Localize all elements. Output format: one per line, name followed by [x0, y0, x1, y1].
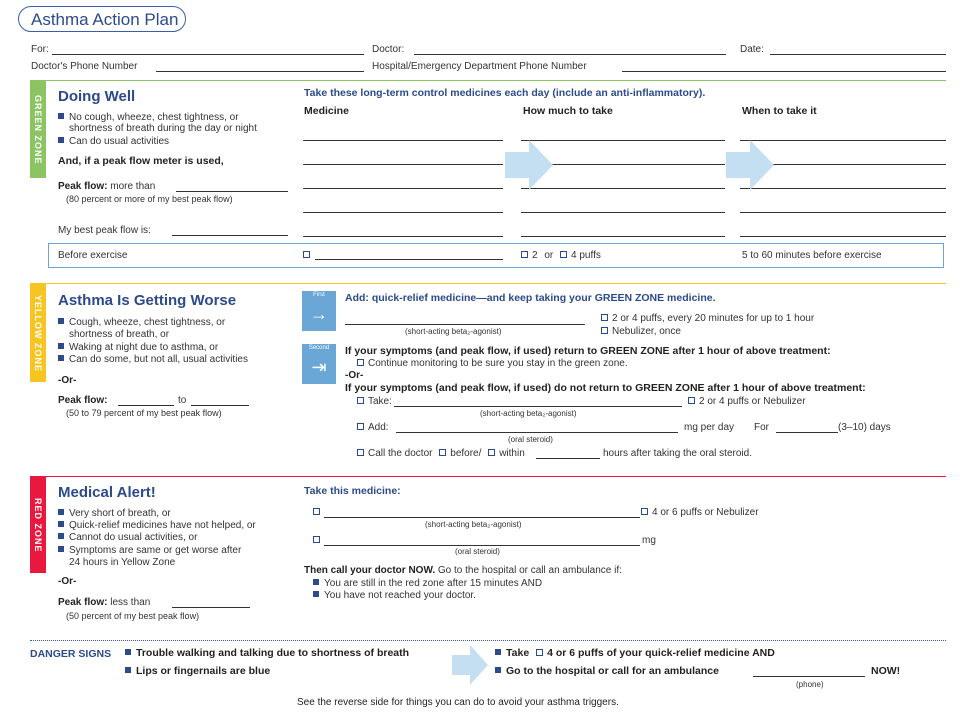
checkbox-continue[interactable]: [357, 359, 364, 366]
for-label: For:: [31, 44, 49, 55]
danger-action-2: Go to the hospital or call for an ambulance: [495, 665, 719, 677]
checkbox-4-puffs[interactable]: [641, 508, 648, 515]
yellow-short-acting-a: (short-acting beta₂-agonist): [405, 327, 502, 336]
yellow-heading: Asthma Is Getting Worse: [58, 292, 237, 309]
bullet-icon: [58, 521, 64, 527]
green-best-peak-label: My best peak flow is:: [58, 225, 151, 236]
yellow-add-heading: Add: quick-relief medicine—and keep taking your GREEN ZONE medicine.: [345, 292, 716, 304]
checkbox-add[interactable]: [357, 423, 364, 430]
hospital-phone-field[interactable]: [622, 71, 946, 72]
amount-line-5[interactable]: [521, 236, 725, 237]
second-step-badge: Second ⇥: [302, 344, 336, 384]
doctor-label: Doctor:: [372, 44, 405, 55]
yellow-take-field[interactable]: [394, 406, 682, 407]
yellow-bullet-3: Can do some, but not all, usual activities: [58, 354, 248, 365]
plan-title: Asthma Action Plan: [18, 6, 186, 32]
bullet-icon: [495, 667, 501, 673]
checkbox-within[interactable]: [488, 449, 495, 456]
bullet-icon: [125, 667, 131, 673]
red-med-checkbox[interactable]: [313, 507, 324, 518]
bullet-icon: [58, 509, 64, 515]
red-peak-row: Peak flow: less than: [58, 597, 151, 608]
red-bullet-1: Very short of breath, or: [58, 508, 171, 519]
green-best-peak-field[interactable]: [172, 235, 288, 236]
danger-now: NOW!: [871, 665, 901, 677]
yellow-for: For: [754, 422, 769, 433]
yellow-short-acting-b: (short-acting beta₂-agonist): [480, 409, 577, 418]
yellow-days: (3–10) days: [838, 422, 891, 433]
arrow-right-icon: →: [310, 304, 328, 324]
yellow-not-return-heading: If your symptoms (and peak flow, if used) do not return to GREEN ZONE after 1 hour of above treatment:: [345, 382, 866, 394]
date-field[interactable]: [770, 54, 946, 55]
when-line-4[interactable]: [740, 212, 946, 213]
green-zone-tab: GREEN ZONE: [30, 81, 46, 178]
red-steroid-field[interactable]: [324, 545, 640, 546]
bullet-icon: [58, 343, 64, 349]
red-take-this: Take this medicine:: [304, 485, 401, 497]
yellow-mg-per-day: mg per day: [684, 422, 735, 433]
bullet-icon: [58, 318, 64, 324]
red-short-acting: (short-acting beta₂-agonist): [425, 520, 522, 529]
yellow-continue: Continue monitoring to be sure you stay in the green zone.: [357, 358, 628, 369]
red-bullet-3: Cannot do usual activities, or: [58, 532, 197, 543]
medicine-line-1[interactable]: [303, 140, 503, 141]
checkbox-2-puffs[interactable]: [601, 314, 608, 321]
green-if-peak: And, if a peak flow meter is used,: [58, 155, 224, 167]
yellow-zone-tab: YELLOW ZONE: [30, 284, 46, 382]
medicine-line-5[interactable]: [303, 236, 503, 237]
green-peak-note: (80 percent or more of my best peak flow): [66, 194, 233, 204]
red-or: -Or-: [58, 576, 77, 587]
yellow-add-row: Add:: [357, 422, 389, 433]
green-zone-rule: [30, 80, 946, 81]
yellow-hours-field[interactable]: [536, 458, 600, 459]
danger-label: DANGER SIGNS: [30, 648, 112, 660]
yellow-call-row: Call the doctor before/ within: [357, 448, 525, 459]
before-exercise-when: 5 to 60 minutes before exercise: [742, 250, 882, 261]
yellow-zone-rule: [30, 283, 946, 284]
ambulance-phone-field[interactable]: [753, 676, 865, 677]
danger-arrow-icon: [452, 645, 488, 685]
bullet-icon: [313, 579, 319, 585]
red-oral-steroid: (oral steroid): [455, 547, 500, 556]
yellow-peak-note: (50 to 79 percent of my best peak flow): [66, 408, 222, 418]
red-bullet-4: Symptoms are same or get worse after: [58, 545, 241, 556]
arrow-to-bar-icon: ⇥: [311, 357, 327, 377]
yellow-peak-from-field[interactable]: [118, 405, 174, 406]
green-peak-row: Peak flow: more than: [58, 181, 156, 192]
checkbox-take[interactable]: [357, 397, 364, 404]
before-exercise-checkbox[interactable]: [303, 250, 314, 261]
red-zone-tab: RED ZONE: [30, 477, 46, 573]
danger-divider: [30, 640, 946, 641]
yellow-bullet-2: Waking at night due to asthma, or: [58, 342, 218, 353]
red-call-now: Then call your doctor NOW. Go to the hospital or call an ambulance if:: [304, 565, 622, 576]
danger-sign-2: Lips or fingernails are blue: [125, 665, 270, 677]
checkbox-4-puffs[interactable]: [536, 649, 543, 656]
checkbox-4-puffs[interactable]: [560, 251, 567, 258]
doctor-field[interactable]: [414, 54, 726, 55]
yellow-dose-row: 2 or 4 puffs, every 20 minutes for up to 1 hour: [601, 313, 814, 324]
red-dose: 4 or 6 puffs or Nebulizer: [641, 507, 759, 518]
red-heading: Medical Alert!: [58, 484, 156, 501]
danger-sign-1: Trouble walking and talking due to shortness of breath: [125, 647, 409, 659]
bullet-icon: [58, 546, 64, 552]
red-quick-relief-field[interactable]: [324, 517, 640, 518]
checkbox-2-puffs[interactable]: [521, 251, 528, 258]
bullet-icon: [58, 355, 64, 361]
col-medicine: Medicine: [304, 105, 349, 117]
red-cond-1: You are still in the red zone after 15 minutes AND: [313, 578, 542, 589]
green-bullet-1: No cough, wheeze, chest tightness, or: [58, 112, 239, 123]
before-exercise-label: Before exercise: [58, 250, 128, 261]
amount-line-4[interactable]: [521, 212, 725, 213]
bullet-icon: [58, 137, 64, 143]
first-step-badge: First →: [302, 291, 336, 331]
yellow-peak-to: to: [178, 395, 187, 406]
checkbox-call[interactable]: [357, 449, 364, 456]
bullet-icon: [58, 113, 64, 119]
doctor-phone-field[interactable]: [156, 71, 364, 72]
yellow-nebulizer-once: Nebulizer, once: [601, 326, 681, 337]
yellow-or-2: -Or-: [345, 370, 364, 381]
danger-phone-label: (phone): [796, 680, 824, 689]
yellow-peak-row: Peak flow:: [58, 395, 108, 406]
yellow-hours-after: hours after taking the oral steroid.: [603, 448, 752, 459]
checkbox-nebulizer[interactable]: [601, 327, 608, 334]
hospital-phone-label: Hospital/Emergency Department Phone Number: [372, 61, 587, 72]
col-when: When to take it: [742, 105, 817, 117]
red-peak-note: (50 percent of my best peak flow): [66, 611, 200, 621]
yellow-days-field[interactable]: [776, 432, 838, 433]
red-bullet-2: Quick-relief medicines have not helped, or: [58, 520, 256, 531]
yellow-oral-steroid: (oral steroid): [508, 435, 553, 444]
green-arrow-2-icon: [726, 140, 774, 190]
bullet-icon: [125, 649, 131, 655]
date-label: Date:: [740, 44, 764, 55]
for-field[interactable]: [52, 54, 364, 55]
red-steroid-checkbox[interactable]: [313, 535, 324, 546]
doctor-phone-label: Doctor's Phone Number: [31, 61, 138, 72]
checkbox-before[interactable]: [439, 449, 446, 456]
yellow-return-heading: If your symptoms (and peak flow, if used) return to GREEN ZONE after 1 hour of above treatment:: [345, 345, 831, 357]
footer-note: See the reverse side for things you can do to avoid your asthma triggers.: [297, 697, 619, 708]
medicine-line-3[interactable]: [303, 188, 503, 189]
medicine-line-2[interactable]: [303, 164, 503, 165]
checkbox-2-puffs[interactable]: [688, 397, 695, 404]
green-bullet-1-cont: shortness of breath during the day or night: [69, 123, 257, 134]
green-arrow-1-icon: [505, 140, 553, 190]
yellow-bullet-1-cont: shortness of breath, or: [69, 329, 170, 340]
bullet-icon: [58, 533, 64, 539]
yellow-take-dose: 2 or 4 puffs or Nebulizer: [688, 396, 806, 407]
red-peak-field[interactable]: [172, 607, 250, 608]
red-cond-2: You have not reached your doctor.: [313, 590, 476, 601]
green-heading: Doing Well: [58, 88, 136, 105]
green-peak-field[interactable]: [176, 191, 288, 192]
green-instruction: Take these long-term control medicines each day (include an anti-inflammatory).: [304, 87, 706, 99]
col-how-much: How much to take: [523, 105, 613, 117]
medicine-line-4[interactable]: [303, 212, 503, 213]
red-mg: mg: [642, 535, 656, 546]
before-exercise-dose: 2 or 4 puffs: [521, 250, 601, 261]
yellow-quick-relief-field[interactable]: [345, 324, 585, 325]
yellow-bullet-1: Cough, wheeze, chest tightness, or: [58, 317, 225, 328]
before-exercise-medicine-field[interactable]: [315, 259, 503, 260]
green-bullet-2: Can do usual activities: [58, 136, 169, 147]
yellow-steroid-field[interactable]: [396, 432, 678, 433]
bullet-icon: [495, 649, 501, 655]
yellow-or: -Or-: [58, 375, 77, 386]
danger-action-1: Take 4 or 6 puffs of your quick-relief medicine AND: [495, 647, 775, 659]
bullet-icon: [313, 591, 319, 597]
yellow-peak-to-field[interactable]: [191, 405, 249, 406]
red-bullet-4-cont: 24 hours in Yellow Zone: [69, 557, 176, 568]
when-line-5[interactable]: [740, 236, 946, 237]
yellow-take-row: Take:: [357, 396, 392, 407]
red-zone-rule: [30, 476, 946, 477]
